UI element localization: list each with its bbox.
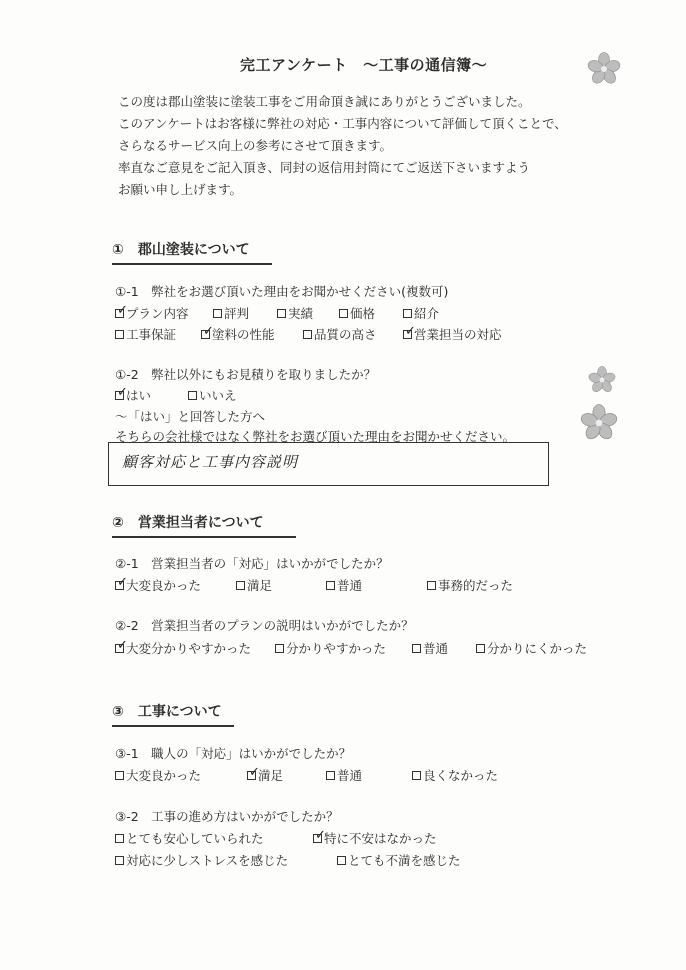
page-title: 完工アンケート ～工事の通信簿～	[240, 56, 488, 74]
checkbox-option[interactable]	[188, 386, 237, 404]
checkbox-option[interactable]	[403, 304, 439, 322]
checkbox[interactable]	[277, 309, 286, 318]
option-label: 塗料の性能	[212, 327, 275, 342]
question-label-1-2: ①-2 弊社以外にもお見積りを取りましたか？	[115, 367, 377, 382]
section-heading-1: ① 郡山塗装について	[112, 239, 272, 265]
option-label: いいえ	[199, 388, 237, 403]
intro-line: さらなるサービス向上の参考にさせて頂きます。	[118, 138, 393, 153]
checkbox[interactable]	[115, 302, 128, 318]
option-label: 評判	[224, 306, 250, 321]
checkbox-option[interactable]	[115, 639, 251, 657]
option-label: 紹介	[414, 306, 440, 321]
checkbox-option[interactable]	[247, 766, 283, 784]
checkbox[interactable]	[337, 856, 346, 865]
question-label-1-1: ①-1 弊社をお選び頂いた理由をお聞かせください(複数可)	[115, 284, 449, 299]
checkbox-option[interactable]	[403, 325, 502, 343]
option-label: 大変分かりやすかった	[126, 641, 252, 656]
checkbox[interactable]	[403, 309, 412, 318]
option-label: 大変良かった	[126, 768, 202, 783]
checkbox[interactable]	[115, 637, 128, 653]
checkbox-option[interactable]	[115, 325, 176, 343]
checkbox-option[interactable]	[326, 766, 362, 784]
checkbox[interactable]	[115, 330, 124, 339]
intro-line: このアンケートはお客様に弊社の対応・工事内容について評価して頂くことで、	[118, 116, 567, 131]
check-mark-icon: ✓	[405, 323, 416, 339]
checkbox[interactable]	[412, 644, 421, 653]
checkbox[interactable]	[213, 309, 222, 318]
option-label: 品質の高さ	[314, 327, 377, 342]
option-label: 満足	[258, 768, 284, 783]
check-mark-icon: ✓	[117, 384, 128, 400]
checkbox-option[interactable]	[275, 639, 386, 657]
checkbox[interactable]	[427, 581, 436, 590]
check-mark-icon: ✓	[117, 302, 128, 318]
checkbox-option[interactable]	[412, 639, 448, 657]
checkbox[interactable]	[303, 330, 312, 339]
sakura-flower-icon	[580, 404, 618, 442]
checkbox[interactable]	[115, 856, 124, 865]
option-label: とても安心していられた	[126, 831, 264, 846]
option-label: 普通	[423, 641, 449, 656]
checkbox-option[interactable]	[339, 304, 375, 322]
checkbox[interactable]	[476, 644, 485, 653]
checkbox[interactable]	[313, 827, 326, 843]
checkbox-option[interactable]	[115, 386, 151, 404]
checkbox[interactable]	[115, 384, 128, 400]
checkbox[interactable]	[236, 581, 245, 590]
checkbox[interactable]	[339, 309, 348, 318]
follow-up-prompt: そちらの会社様ではなく弊社をお選び頂いた理由をお聞かせください。	[115, 429, 516, 444]
checkbox-option[interactable]	[201, 325, 275, 343]
checkbox-option[interactable]	[115, 851, 288, 869]
option-label: 大変良かった	[126, 578, 202, 593]
checkbox[interactable]	[403, 323, 416, 339]
option-label: 普通	[337, 768, 363, 783]
question-label-3-1: ③-1 職人の「対応」はいかがでしたか？	[115, 746, 352, 761]
option-label: 特に不安はなかった	[324, 831, 437, 846]
option-label: はい	[126, 388, 152, 403]
option-label: 事務的だった	[438, 578, 514, 593]
intro-line: この度は郡山塗装に塗装工事をご用命頂き誠にありがとうございました。	[118, 94, 531, 109]
handwritten-answer: 顧客対応と工事内容説明	[122, 453, 299, 471]
check-mark-icon: ✓	[249, 764, 260, 780]
sakura-flower-icon	[588, 366, 616, 394]
checkbox[interactable]	[275, 644, 284, 653]
check-mark-icon: ✓	[203, 323, 214, 339]
checkbox-option[interactable]	[115, 304, 189, 322]
checkbox[interactable]	[247, 764, 260, 780]
check-mark-icon: ✓	[117, 574, 128, 590]
checkbox-option[interactable]	[427, 576, 513, 594]
checkbox-option[interactable]	[476, 639, 587, 657]
intro-line: 率直なご意見をご記入頂き、同封の返信用封筒にてご返送下さいますよう	[118, 160, 531, 175]
question-label-2-1: ②-1 営業担当者の「対応」はいかがでしたか？	[115, 556, 389, 571]
option-label: 工事保証	[126, 327, 177, 342]
option-label: 分かりにくかった	[487, 641, 588, 656]
follow-up-note: ～「はい」と回答した方へ	[115, 409, 266, 424]
checkbox[interactable]	[326, 771, 335, 780]
checkbox[interactable]	[412, 771, 421, 780]
option-label: 価格	[350, 306, 376, 321]
checkbox-option[interactable]	[213, 304, 249, 322]
checkbox[interactable]	[326, 581, 335, 590]
option-label: 良くなかった	[423, 768, 499, 783]
checkbox-option[interactable]	[303, 325, 377, 343]
check-mark-icon: ✓	[315, 827, 326, 843]
intro-line: お願い申し上げます。	[118, 182, 243, 197]
checkbox[interactable]	[188, 391, 197, 400]
checkbox-option[interactable]	[313, 829, 437, 847]
option-label: 対応に少しストレスを感じた	[126, 853, 289, 868]
question-label-2-2: ②-2 営業担当者のプランの説明はいかがでしたか？	[115, 618, 414, 633]
option-label: 満足	[247, 578, 273, 593]
section-heading-2: ② 営業担当者について	[112, 512, 296, 538]
option-label: 実績	[288, 306, 314, 321]
checkbox[interactable]	[115, 834, 124, 843]
checkbox[interactable]	[115, 771, 124, 780]
question-label-3-2: ③-2 工事の進め方はいかがでしたか？	[115, 809, 339, 824]
checkbox-option[interactable]	[326, 576, 362, 594]
option-label: 分かりやすかった	[286, 641, 387, 656]
checkbox[interactable]	[115, 574, 128, 590]
checkbox[interactable]	[201, 323, 214, 339]
checkbox-option[interactable]	[115, 766, 201, 784]
check-mark-icon: ✓	[117, 637, 128, 653]
checkbox-option[interactable]	[115, 576, 201, 594]
checkbox-option[interactable]	[277, 304, 313, 322]
checkbox-option[interactable]	[115, 829, 264, 847]
checkbox-option[interactable]	[236, 576, 272, 594]
section-heading-3: ③ 工事について	[112, 701, 234, 727]
checkbox-option[interactable]	[337, 851, 461, 869]
sakura-flower-icon	[587, 52, 621, 86]
option-label: とても不満を感じた	[348, 853, 461, 868]
option-label: 営業担当の対応	[414, 327, 502, 342]
option-label: 普通	[337, 578, 363, 593]
checkbox-option[interactable]	[412, 766, 498, 784]
option-label: プラン内容	[126, 306, 189, 321]
